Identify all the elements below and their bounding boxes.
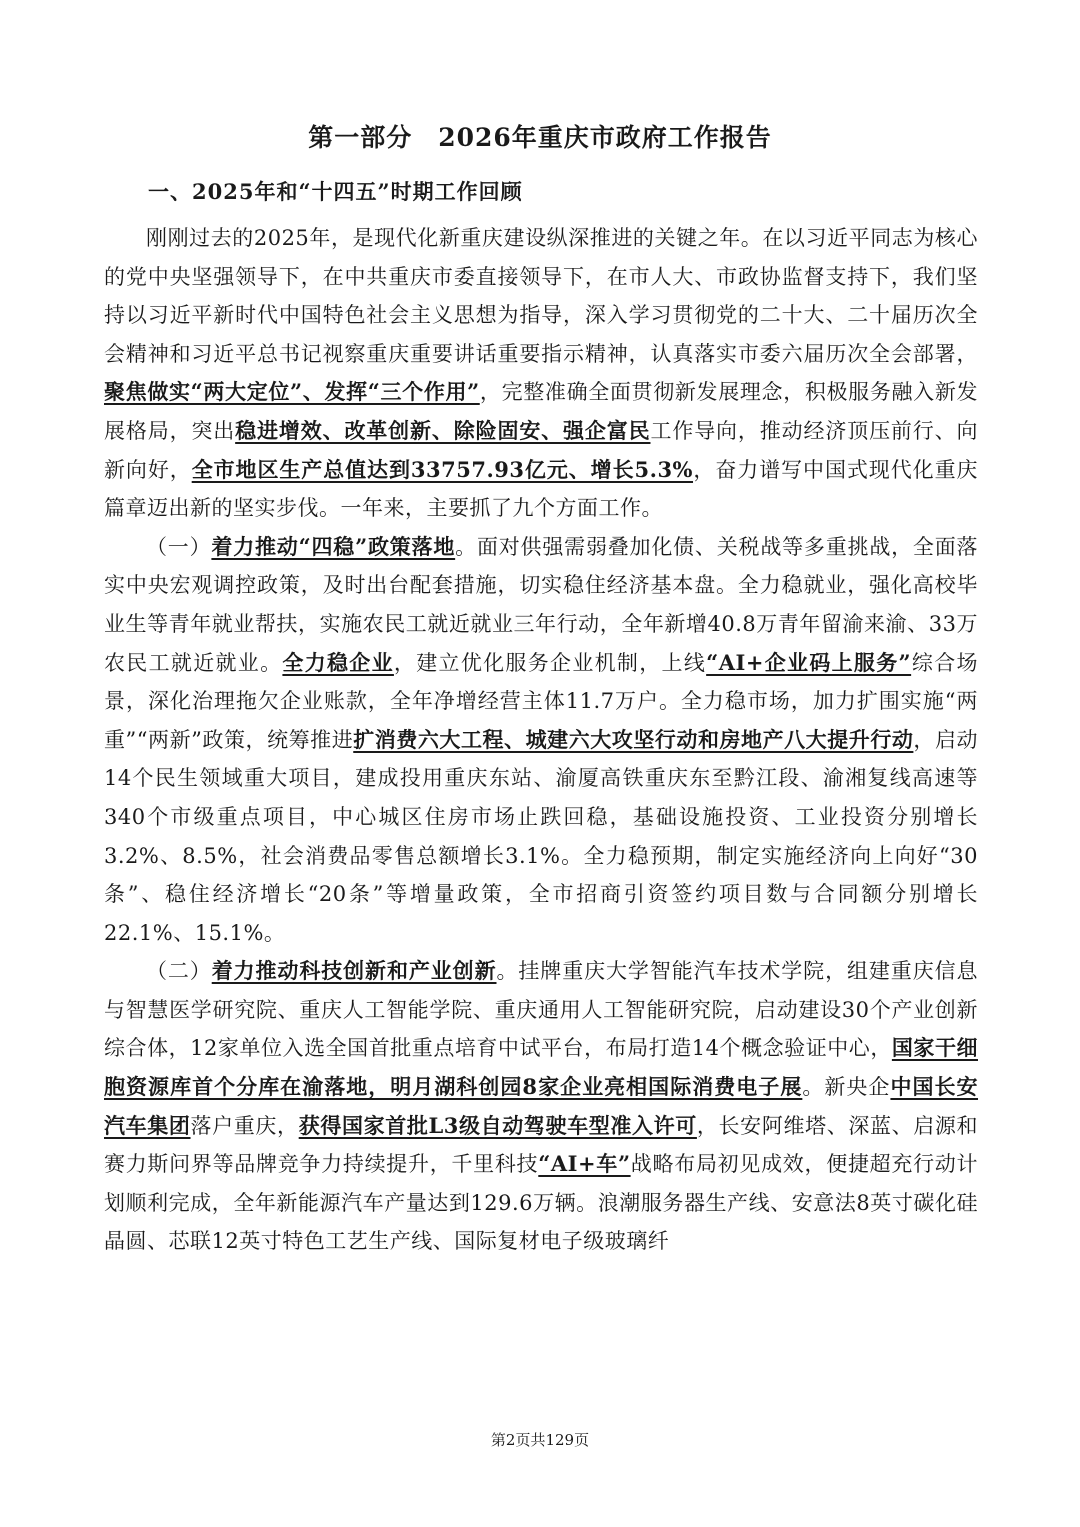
emphasis-run: 着力推动科技创新和产业创新 xyxy=(211,958,497,984)
emphasis-run: 获得国家首批L3级自动驾驶车型准入许可 xyxy=(298,1112,697,1138)
emphasis-run: 中国长安汽车集团 xyxy=(104,1074,979,1138)
text-run: 刚刚过去的2025年，是现代化新重庆建设纵深推进的关键之年。在以习近平同志为核心的党中央坚强领导下，在中共重庆市委直接领导下，在市人大、市政协监督支持下，我们坚持以习近平新时代中国特色社会主义思想为指导，深入学习贯彻党的二十大、二十届历次全会精神和习近平总书记视察重庆重要讲话重要指示精神，认真落实市委六届历次全会部署， xyxy=(104,226,978,366)
emphasis-run: 着力推动“四稳”政策落地 xyxy=(211,533,456,559)
text-run: ，建立优化服务企业机制，上线 xyxy=(393,650,707,675)
title-part: 第一部分 xyxy=(308,123,413,152)
text-run: 落户重庆， xyxy=(190,1113,299,1138)
emphasis-run: 国家干细胞资源库首个分库在渝落地，明月湖科创园8家企业亮相国际消费电子展 xyxy=(104,1035,978,1100)
text-run: 。挂牌重庆大学智能汽车技术学院，组建重庆信息与智慧医学研究院、重庆人工智能学院、重庆通用人工智能研究院，启动建设30个产业创新综合体，12家单位入选全国首批重点培育中试平台，布局打造14个概念验证中心， xyxy=(104,959,979,1061)
paragraph-intro xyxy=(104,219,978,528)
text-run: ，启动14个民生领域重大项目，建成投用重庆东站、渝厦高铁重庆东至黔江段、渝湘复线高速等340个市级重点项目，中心城区住房市场止跌回稳，基础设施投资、工业投资分别增长3.2%、8.5%，社会消费品零售总额增长3.1%。全力稳预期，制定实施经济向上向好“30条”、稳住经济增长“20条”等增量政策，全市招商引资签约项目数与合同额分别增长22.1%、15.1%。 xyxy=(104,727,978,945)
text-run: 。面对供强需弱叠加化债、关税战等多重挑战，全面落实中央宏观调控政策，及时出台配套措施，切实稳住经济基本盘。全力稳就业，强化高校毕业生等青年就业帮扶，实施农民工就近就业三年行动，全年新增40.8万青年留渝来渝、33万农民工就近就业。 xyxy=(104,534,979,675)
page-number-footer: 第2页共129页 xyxy=(490,1431,590,1449)
emphasis-run: 全力稳企业 xyxy=(282,649,394,675)
text-run: （二） xyxy=(146,959,212,984)
emphasis-run: 稳进增效、改革创新、除险固安、强企富民 xyxy=(235,417,651,443)
paragraph-item-1 xyxy=(104,528,978,953)
emphasis-run: “AI+车” xyxy=(538,1151,631,1177)
text-run: ，完整准确全面贯彻新发展理念，积极服务融入新发展格局，突出 xyxy=(104,380,978,443)
title-main: 2026年重庆市政府工作报告 xyxy=(438,123,772,152)
emphasis-run: “AI+企业码上服务” xyxy=(706,649,912,675)
text-run: 工作导向，推动经济顶压前行、向新向好， xyxy=(104,418,979,482)
emphasis-run: 聚焦做实“两大定位”、发挥“三个作用” xyxy=(104,379,480,405)
section-heading: 一、2025年和“十四五”时期工作回顾 xyxy=(148,179,523,204)
paragraph-item-2 xyxy=(104,952,978,1261)
page-title xyxy=(0,118,1080,158)
text-run: 综合场景，深化治理拖欠企业账款，全年净增经营主体11.7万户。全力稳市场，加力扩围实施“两重”“两新”政策，统筹推进 xyxy=(104,650,979,752)
text-run: （一） xyxy=(146,534,212,559)
text-run: 。新央企 xyxy=(802,1075,891,1100)
emphasis-run: 扩消费六大工程、城建六大攻坚行动和房地产八大提升行动 xyxy=(353,726,914,752)
text-run: ，长安阿维塔、深蓝、启源和赛力斯问界等品牌竞争力持续提升，千里科技 xyxy=(104,1113,978,1177)
report-body xyxy=(104,219,978,1261)
emphasis-run: 全市地区生产总值达到33757.93亿元、增长5.3% xyxy=(191,456,694,482)
text-run: 战略布局初见成效，便捷超充行动计划顺利完成，全年新能源汽车产量达到129.6万辆。浪潮服务器生产线、安意法8英寸碳化硅晶圆、芯联12英寸特色工艺生产线、国际复材电子级玻璃纤 xyxy=(104,1152,979,1254)
text-run: ，奋力谱写中国式现代化重庆篇章迈出新的坚实步伐。一年来，主要抓了九个方面工作。 xyxy=(104,457,978,521)
